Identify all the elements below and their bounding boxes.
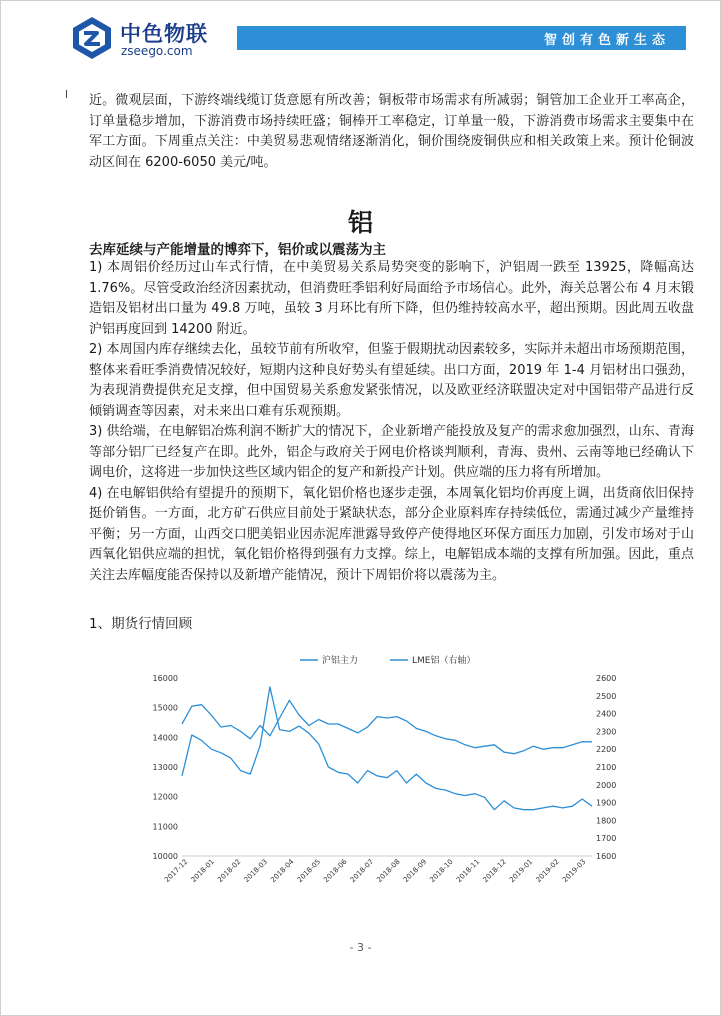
left-axis-tick-label: 16000 [152, 674, 178, 683]
x-axis-tick-label: 2018-08 [375, 857, 402, 885]
right-axis-tick-label: 1900 [596, 798, 617, 808]
right-axis-tick-label: 1700 [596, 834, 617, 844]
x-axis-tick-label: 2019-01 [508, 857, 535, 885]
x-axis-tick-label: 2018-09 [401, 857, 429, 885]
aluminum-paragraph-1: 1) 本周铝价经历过山车式行情，在中美贸易关系局势突变的影响下，沪铝周一跌至 13925，降幅高达 1.76%。尽管受政治经济因素扰动，但消费旺季铝利好局面给予市场信心。此外，海关总署公布 4 月末锻造铝及铝材出口量为 49.8 万吨，虽较 3 月环比有所下降，但仍维持较高水平，超出预期。因此周五收盘沪铝再度回到 14200 附近。 [89, 260, 694, 337]
right-axis-tick-label: 1800 [596, 816, 617, 826]
copper-paragraph: 近。微观层面，下游终端线缆订货意愿有所改善；铜板带市场需求有所减弱；铜管加工企业开工率高企，订单量稳步增加，下游消费市场持续旺盛；铜棒开工率稳定，订单量一般，下游消费市场需求主要集中在军工方面。下周重点关注：中美贸易悲观情绪逐渐消化，铜价围绕废铜供应和相关政策上来。预计伦铜波动区间在 6200-6050 美元/吨。 [89, 93, 694, 170]
right-axis-tick-label: 2000 [596, 780, 617, 790]
x-axis-tick-label: 2018-07 [348, 857, 376, 885]
x-axis-tick-label: 2018-05 [295, 857, 323, 885]
logo-chinese-name: 中色物联 [120, 22, 208, 46]
header-slogan: 智创有色新生态 [543, 33, 670, 48]
left-axis-tick-label: 11000 [152, 822, 178, 832]
series-line-shfe-aluminum [182, 700, 592, 753]
logo-domain: zseego.com [121, 44, 193, 58]
futures-review-heading: 1、期货行情回顾 [89, 616, 193, 632]
x-axis-tick-label: 2018-10 [428, 857, 455, 885]
chart-legend [300, 654, 475, 666]
right-axis-tick-label: 1600 [596, 852, 617, 861]
aluminum-subheading: 去库延续与产能增量的博弈下，铝价或以震荡为主 [89, 242, 386, 258]
x-axis-tick-label: 2017-12 [163, 857, 190, 885]
x-axis-tick-label: 2018-12 [481, 857, 508, 885]
right-axis-tick-label: 2200 [596, 745, 617, 755]
x-axis-tick-label: 2019-03 [561, 857, 588, 885]
legend-label: LME铝（右轴） [412, 656, 476, 666]
aluminum-paragraph-4: 4) 在电解铝供给有望提升的预期下，氧化铝价格也逐步走强，本周氧化铝均价再度上调，出货商依旧保持挺价销售。一方面，北方矿石供应目前处于紧缺状态，部分企业原料库存持续低位，需通过减少产量维持平衡；另一方面，山西交口肥美铝业因赤泥库泄露导致停产使得地区环保方面压力加剧，引发市场对于山西氧化铝供应端的担忧，氧化铝价格得到强有力支撑。综上，电解铝成本端的支撑有所加强。因此，重点关注去库幅度能否保持以及新增产能情况，预计下周铝价将以震荡为主。 [89, 485, 694, 583]
left-axis-tick-label: 13000 [152, 763, 178, 772]
section-title-aluminum: 铝 [347, 208, 373, 237]
right-axis-tick-label: 2400 [596, 709, 617, 719]
plot-area [182, 687, 592, 810]
page-number: - 3 - [349, 941, 372, 954]
aluminum-paragraphs [89, 258, 694, 586]
logo-hexagon-icon [70, 16, 114, 60]
aluminum-paragraph-3: 3) 供给端，在电解铝冶炼利润不断扩大的情况下，企业新增产能投放及复产的需求愈加强烈，山东、青海等部分铝厂已经复产在即。此外，铝企与政府关于网电价格谈判顺利，青海、贵州、云南等地已经确认下调电价，这将进一步加快这些区域内铝企的复产和新投产计划。供应端的压力将有所增加。 [89, 424, 694, 480]
right-axis-tick-label: 2300 [596, 727, 617, 737]
x-axis [163, 856, 592, 884]
company-logo [70, 16, 230, 60]
left-axis-tick-label: 14000 [152, 733, 178, 743]
right-axis-tick-label: 2100 [596, 763, 617, 772]
left-axis-tick-label: 15000 [152, 703, 178, 713]
right-axis-tick-label: 2600 [596, 674, 617, 683]
right-axis [596, 674, 616, 861]
right-axis-tick-label: 2500 [596, 691, 617, 701]
x-axis-tick-label: 2018-02 [216, 857, 243, 885]
left-axis [153, 674, 178, 861]
series-line-lme-aluminum [182, 687, 592, 810]
x-axis-tick-label: 2018-04 [269, 857, 296, 885]
x-axis-tick-label: 2019-02 [534, 857, 561, 885]
x-axis-tick-label: 2018-11 [454, 857, 482, 885]
aluminum-paragraph-2: 2) 本周国内库存继续去化，虽较节前有所收窄，但鉴于假期扰动因素较多，实际并未超出市场预期范围，整体来看旺季消费情况较好，短期内这种良好势头有望延续。出口方面，2019 年 1-4 月铝材出口强劲，为表现消费提供充足支撑，但中国贸易关系愈发紧张情况，以及欧亚经济联盟决定对中国铝带产品进行反倾销调查等因素，对未来出口难有乐观预期。 [89, 342, 694, 419]
left-axis-tick-label: 12000 [152, 792, 178, 802]
x-axis-tick-label: 2018-06 [322, 857, 349, 885]
x-axis-tick-label: 2018-01 [189, 857, 216, 885]
left-axis-tick-label: 10000 [152, 852, 178, 861]
x-axis-tick-label: 2018-03 [242, 857, 270, 885]
crop-mark [66, 90, 67, 98]
aluminum-price-chart [140, 648, 640, 888]
legend-label: 沪铝主力 [322, 656, 359, 666]
header-banner [237, 26, 686, 50]
